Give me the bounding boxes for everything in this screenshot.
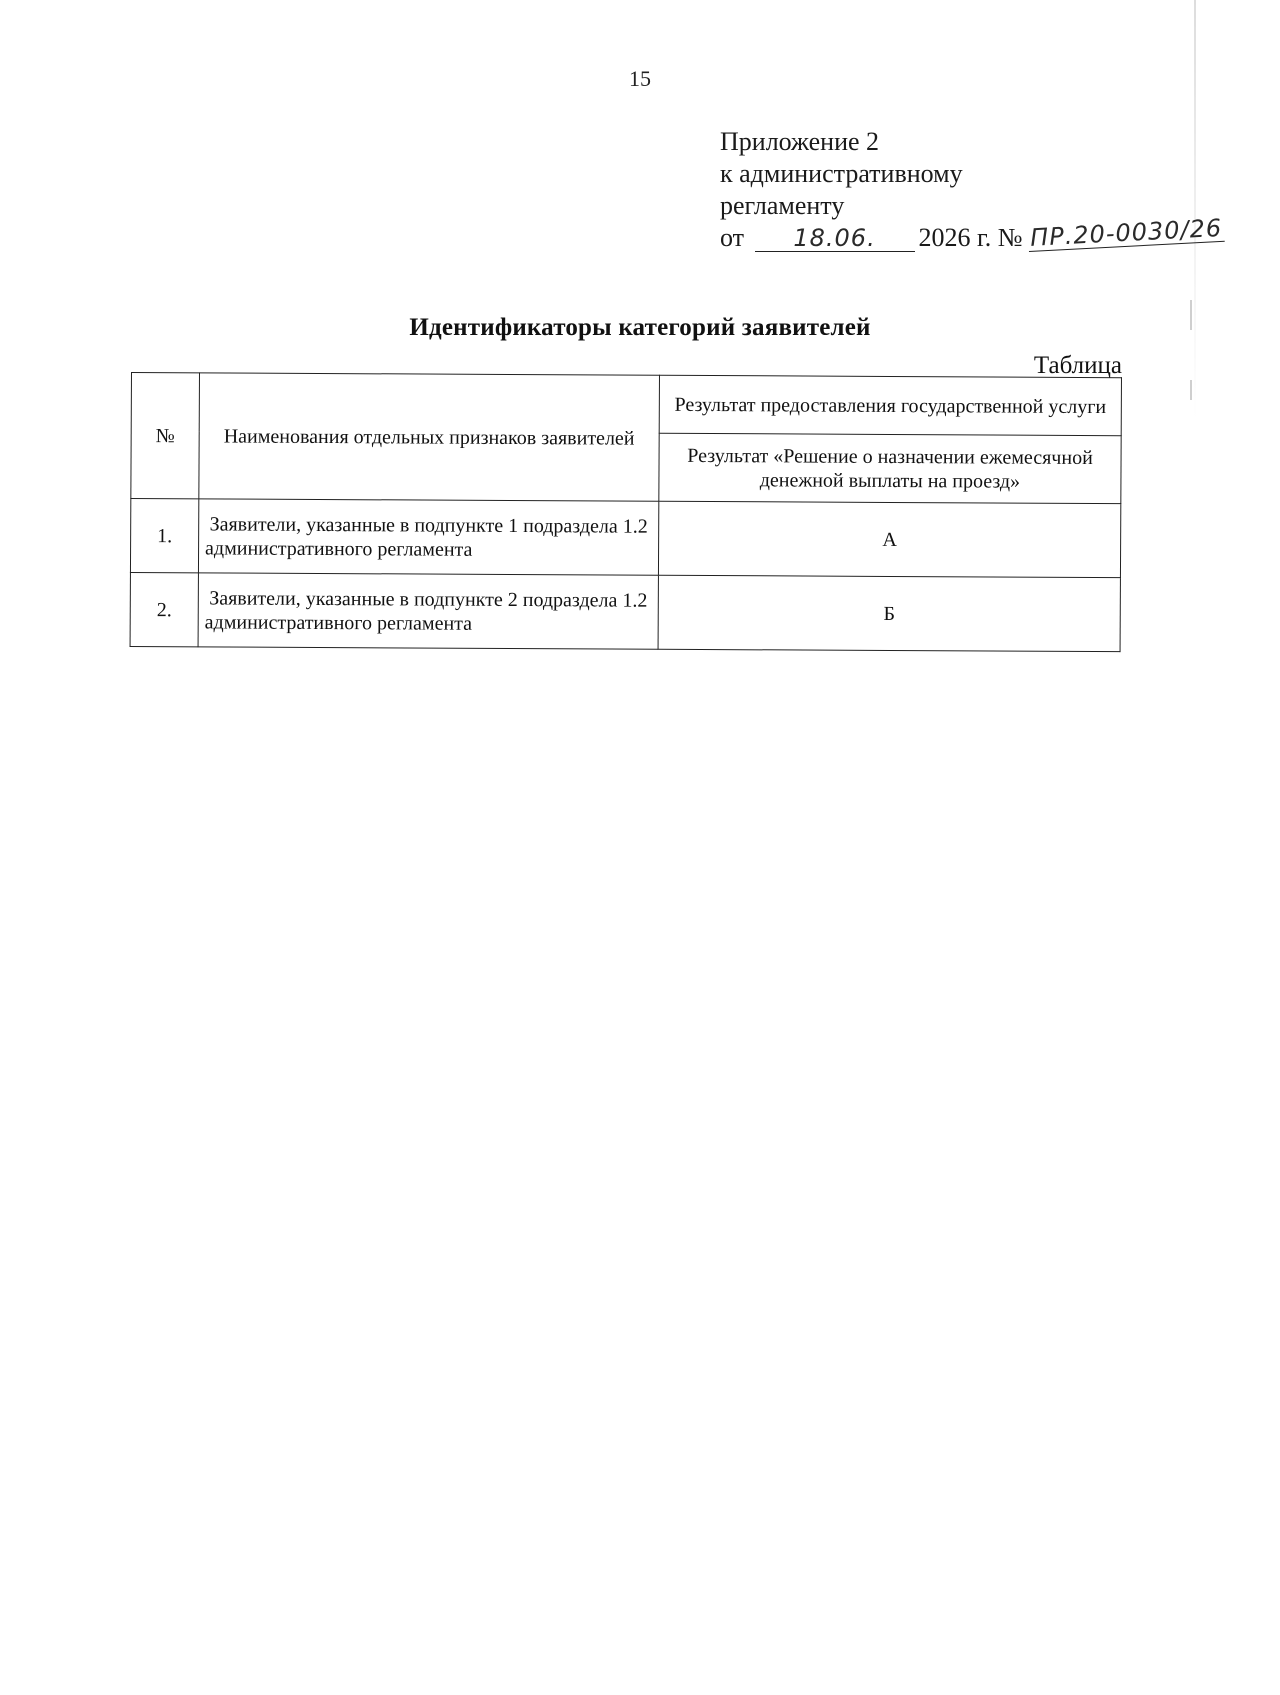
appendix-line-3: регламенту xyxy=(720,191,845,220)
row-result: Б xyxy=(658,575,1120,651)
handwritten-number: ПР.20-0030/26 xyxy=(1029,213,1223,252)
scan-mark xyxy=(1190,380,1192,400)
categories-table xyxy=(130,372,1122,652)
table-caption: Таблица xyxy=(1033,352,1122,379)
row-name: Заявители, указанные в подпункте 2 подраздела 1.2 административного регламента xyxy=(198,573,658,649)
appendix-line-1: Приложение 2 xyxy=(720,127,880,156)
table-container xyxy=(130,372,1121,652)
appendix-block xyxy=(720,126,1225,254)
header-result: Результат «Решение о назначении ежемесячной денежной выплаты на проезд» xyxy=(659,433,1121,503)
row-number: 1. xyxy=(130,499,198,573)
table-header-row xyxy=(131,373,1121,436)
header-name: Наименования отдельных признаков заявителей xyxy=(199,373,660,501)
row-name: Заявители, указанные в подпункте 1 подраздела 1.2 административного регламента xyxy=(198,499,658,575)
date-blank xyxy=(755,225,915,252)
appendix-date-line xyxy=(720,213,1225,254)
header-number: № xyxy=(131,373,200,499)
row-number: 2. xyxy=(130,572,198,646)
table-row xyxy=(130,572,1120,651)
row-result: А xyxy=(658,501,1120,577)
handwritten-date: 18.06. xyxy=(793,224,876,252)
table-row xyxy=(130,499,1120,578)
appendix-date-prefix: от xyxy=(720,223,745,252)
appendix-year: 2026 г. № xyxy=(918,223,1023,252)
appendix-line-2: к административному xyxy=(720,159,963,188)
page-number: 15 xyxy=(629,66,651,91)
header-result-group: Результат предоставления государственной услуги xyxy=(659,375,1121,435)
document-title: Идентификаторы категорий заявителей xyxy=(409,314,871,341)
